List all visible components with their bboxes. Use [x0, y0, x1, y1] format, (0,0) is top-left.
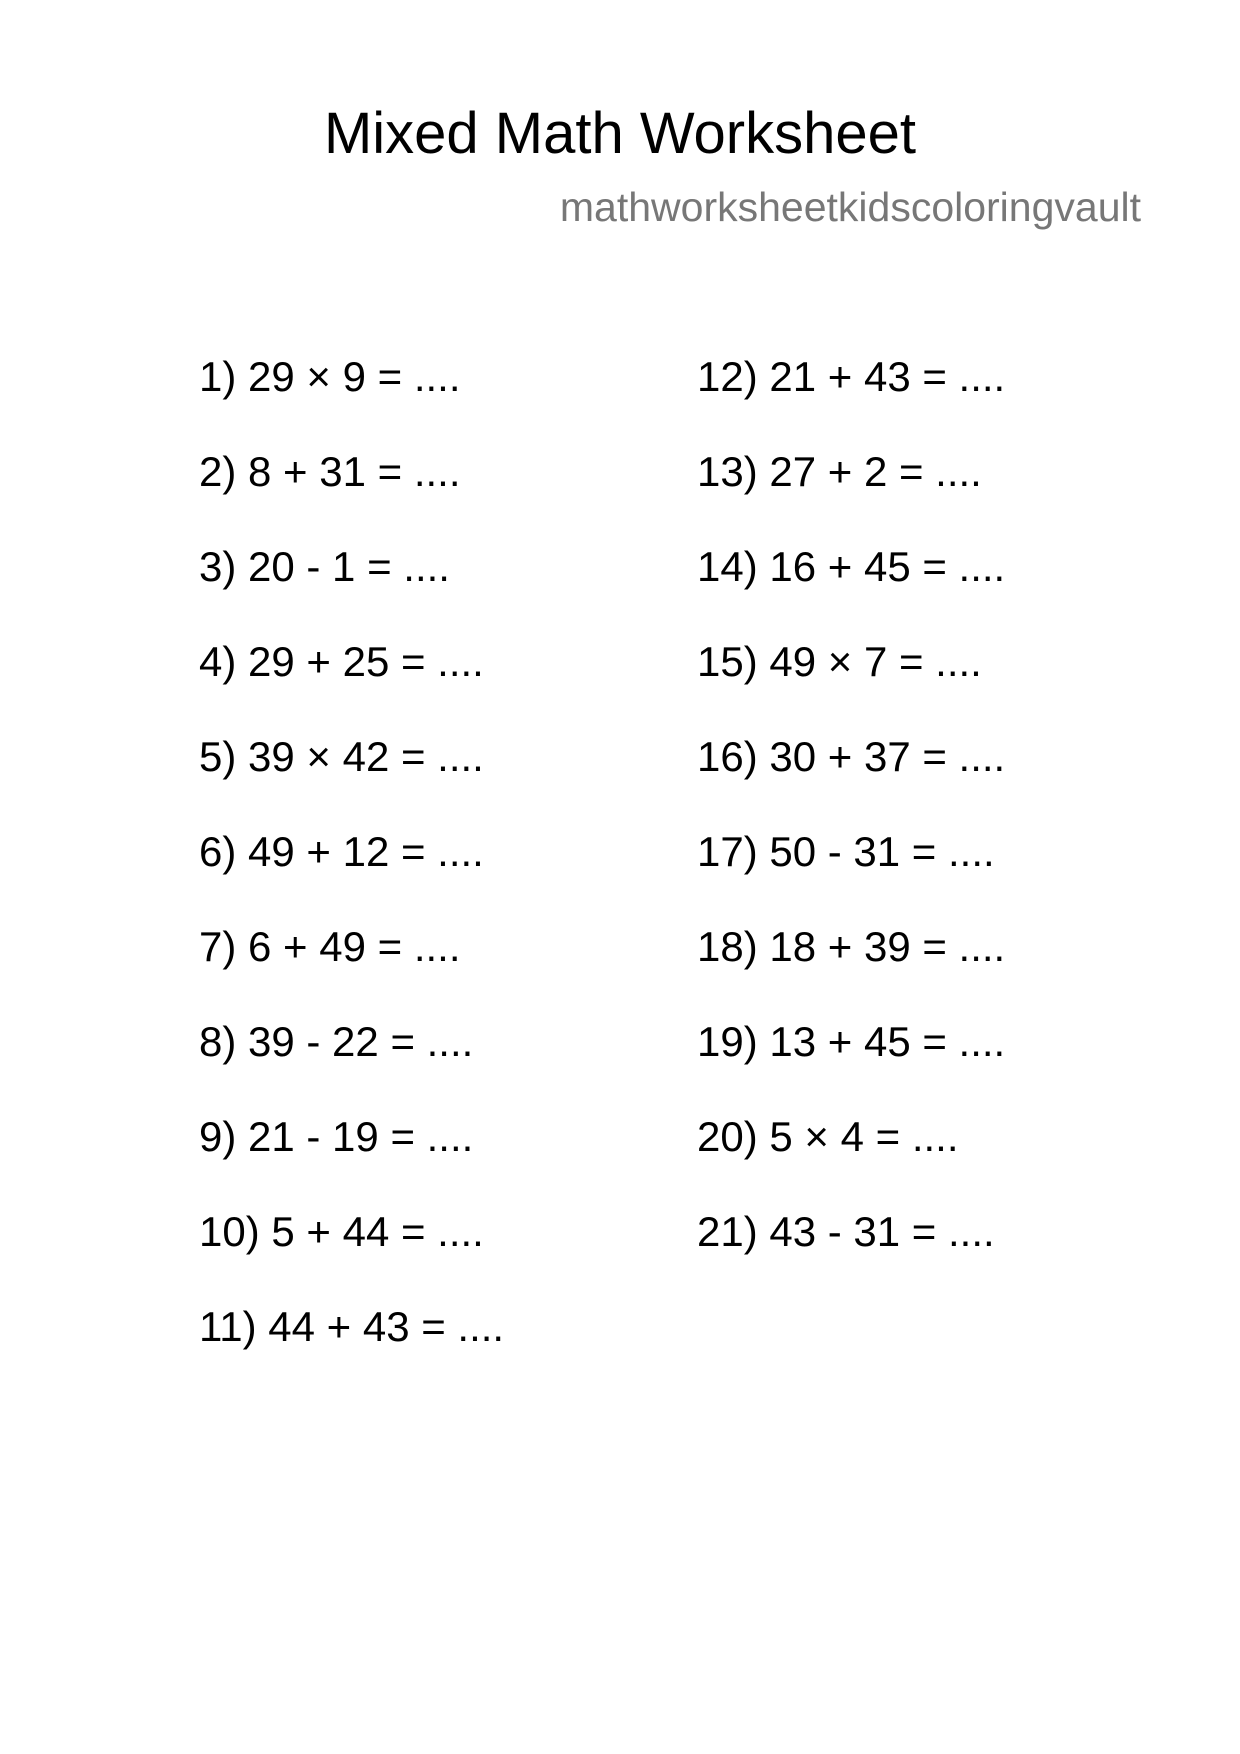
problem-item: 21) 43 - 31 = .... — [697, 1208, 995, 1255]
problem-item: 3) 20 - 1 = .... — [199, 543, 450, 590]
problem-item: 17) 50 - 31 = .... — [697, 828, 995, 875]
problem-item: 6) 49 + 12 = .... — [199, 828, 484, 875]
problem-item: 15) 49 × 7 = .... — [697, 638, 982, 685]
problem-item: 11) 44 + 43 = .... — [199, 1303, 505, 1350]
problem-item: 14) 16 + 45 = .... — [697, 543, 1006, 590]
problem-list-right — [697, 350, 1005, 1300]
problem-item: 1) 29 × 9 = .... — [199, 353, 461, 400]
problem-item: 10) 5 + 44 = .... — [199, 1208, 484, 1255]
page-title: Mixed Math Worksheet — [323, 101, 917, 166]
problem-item: 4) 29 + 25 = .... — [199, 638, 484, 685]
problem-item: 9) 21 - 19 = .... — [199, 1113, 474, 1160]
problem-item: 18) 18 + 39 = .... — [697, 923, 1006, 970]
problem-item: 12) 21 + 43 = .... — [697, 353, 1006, 400]
problem-item: 5) 39 × 42 = .... — [199, 733, 484, 780]
problem-item: 7) 6 + 49 = .... — [199, 923, 461, 970]
problem-item: 16) 30 + 37 = .... — [697, 733, 1006, 780]
problem-item: 19) 13 + 45 = .... — [697, 1018, 1006, 1065]
source-watermark: mathworksheetkidscoloringvault — [559, 184, 1141, 230]
problem-item: 8) 39 - 22 = .... — [199, 1018, 474, 1065]
problem-item: 13) 27 + 2 = .... — [697, 448, 982, 495]
problem-item: 2) 8 + 31 = .... — [199, 448, 461, 495]
problem-list-left — [199, 350, 504, 1395]
problem-item: 20) 5 × 4 = .... — [697, 1113, 959, 1160]
